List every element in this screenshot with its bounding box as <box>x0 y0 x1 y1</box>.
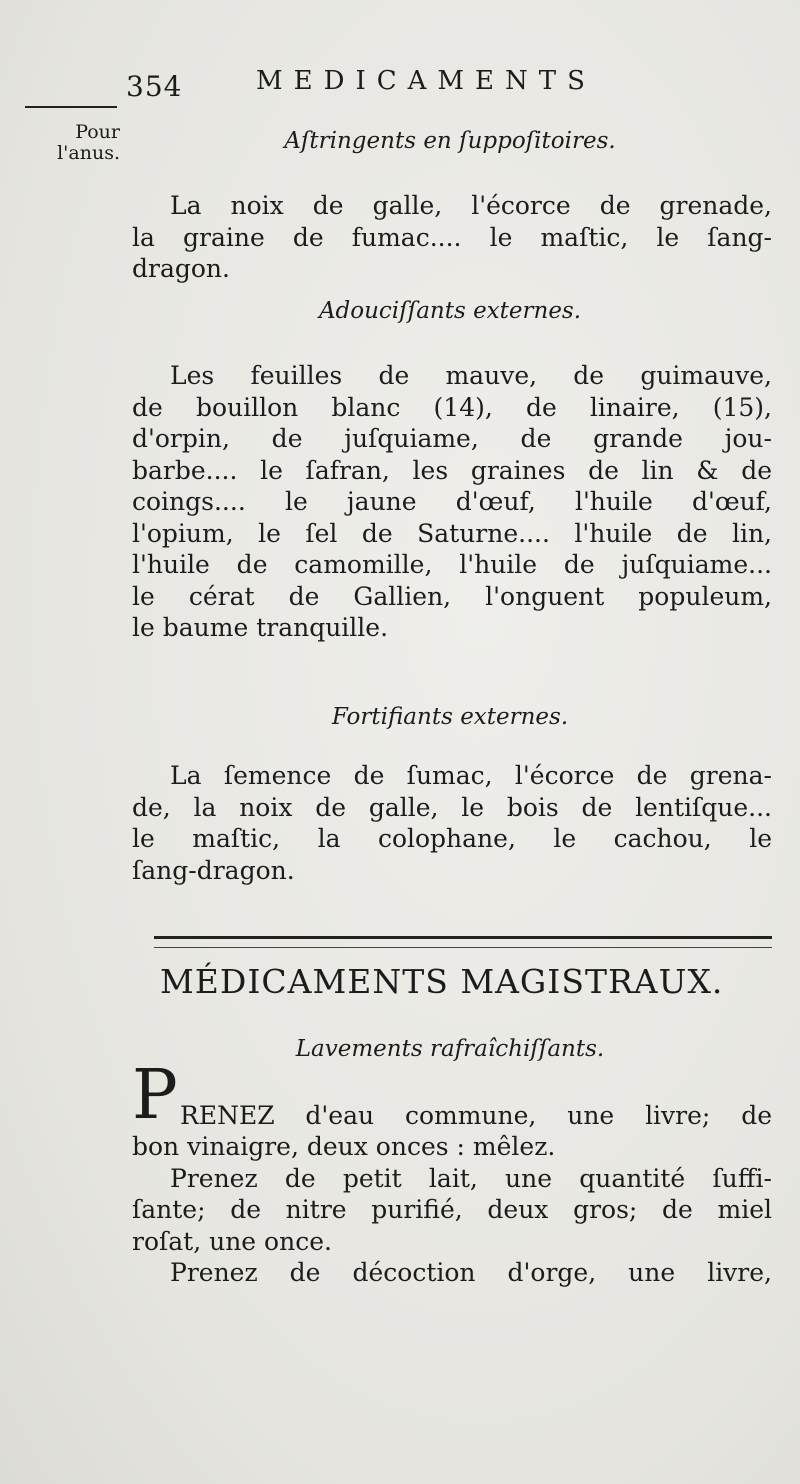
text-line: bon vinaigre, deux onces : mêlez. <box>132 1132 556 1161</box>
page-number: 354 <box>126 70 183 103</box>
text-line: La noix de galle, l'écorce de grenade, <box>170 191 772 220</box>
text-line: dragon. <box>132 254 230 283</box>
text-line: l'huile de camomille, l'huile de juſquiame... <box>132 550 772 579</box>
text-line: de, la noix de galle, le bois de lentiſque... <box>132 792 772 822</box>
section-heading: Lavements rafraîchiſſants. <box>295 1036 605 1062</box>
paragraph <box>132 1131 772 1289</box>
section-heading: Adouciſſants externes. <box>318 298 582 324</box>
text-line: le baume tranquille. <box>132 613 389 642</box>
paragraph <box>132 760 772 886</box>
text-line: d'orpin, de juſquiame, de grande jou- <box>132 424 772 453</box>
text-line: le cérat de Gallien, l'onguent populeum, <box>132 581 772 611</box>
drop-cap: P <box>132 1056 178 1135</box>
section-heading: Aſtringents en ſuppoſitoires. <box>284 128 616 154</box>
text-line: barbe.... le ſafran, les graines de lin & de <box>132 455 772 485</box>
paragraph <box>180 1100 772 1132</box>
text-line: Prenez de petit lait, une quantité ſuffi- <box>170 1163 772 1193</box>
section-divider <box>154 936 772 948</box>
header-rule <box>25 106 117 108</box>
text-line: Les feuilles de mauve, de guimauve, <box>170 361 772 390</box>
running-title: MEDICAMENTS <box>256 66 596 96</box>
text-line: le maſtic, la colophane, le cachou, le <box>132 824 772 853</box>
section-heading: Fortifiants externes. <box>331 704 569 730</box>
margin-note <box>28 122 120 164</box>
text-line: roſat, une once. <box>132 1226 332 1256</box>
text-line: ſante; de nitre purifié, deux gros; de miel <box>132 1195 772 1224</box>
text-line: Prenez de décoction d'orge, une livre, <box>170 1258 772 1287</box>
text-line: la graine de fumac.... le maſtic, le ſang- <box>132 222 772 252</box>
text-line: coings.... le jaune d'œuf, l'huile d'œuf, <box>132 487 772 516</box>
margin-note-line: Pour <box>75 121 120 143</box>
text-line: de bouillon blanc (14), de linaire, (15), <box>132 392 772 422</box>
chapter-title: MÉDICAMENTS MAGISTRAUX. <box>160 962 724 1001</box>
text-line: l'opium, le ſel de Saturne.... l'huile de lin, <box>132 518 772 548</box>
paragraph <box>132 190 772 285</box>
text-line: ſang-dragon. <box>132 855 295 885</box>
margin-note-line: l'anus. <box>57 142 120 164</box>
text-line: La ſemence de ſumac, l'écorce de grena- <box>170 761 772 790</box>
paragraph <box>132 360 772 644</box>
text-line: RENEZ d'eau commune, une livre; de <box>180 1101 772 1130</box>
